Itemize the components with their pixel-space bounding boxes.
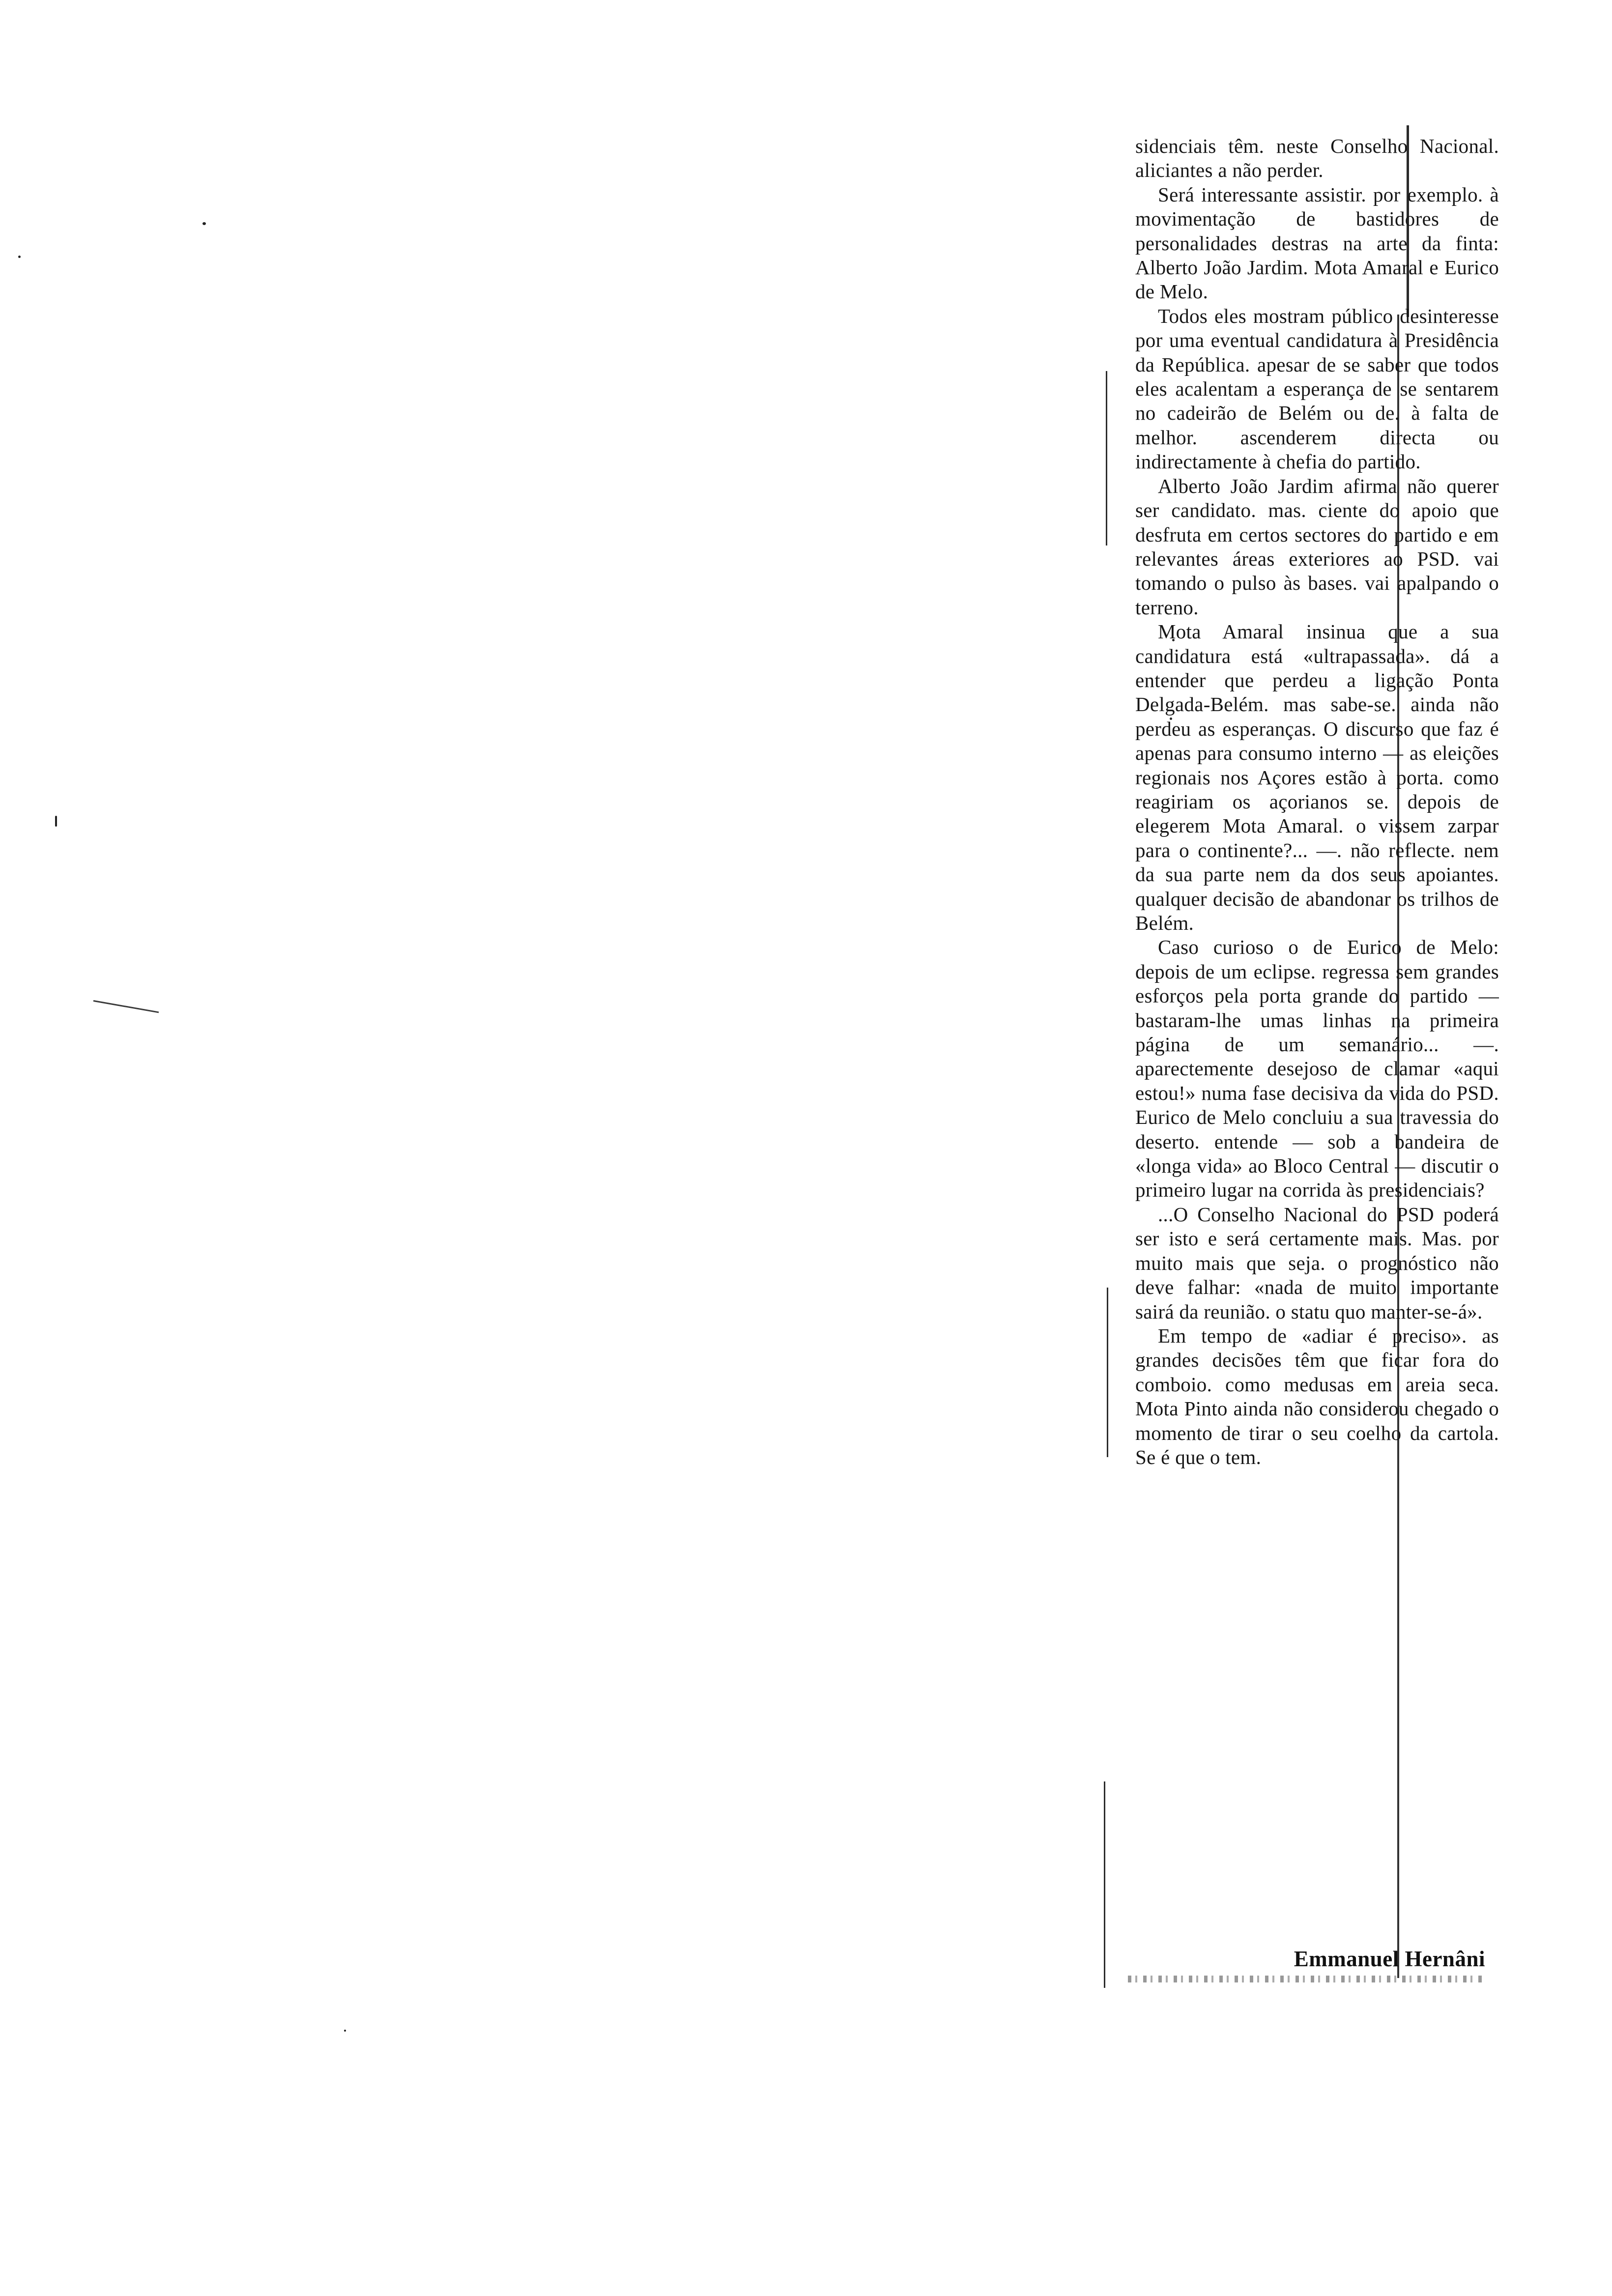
column-rule-left: [1104, 1781, 1105, 1988]
scan-speck: [18, 256, 21, 258]
column-rule-left: [1107, 1288, 1108, 1457]
article-paragraph: Será interessante assistir. por exemplo. à movimentação de bastidores de personalidades destras na arte da finta: Alberto João Jardim. Mota Amaral e Eurico de Melo.: [1135, 183, 1499, 303]
scan-speck: [344, 2030, 346, 2032]
article-paragraph: Em tempo de «adiar é preciso». as grandes decisões têm que ficar fora do comboio. como medusas em areia seca. Mota Pinto ainda não considerou chegado o momento de tirar o seu coelho da cartola. Se é que o tem.: [1135, 1324, 1499, 1468]
article-paragraph: Todos eles mostram público desinteresse por uma eventual candidatura à Presidência da República. apesar de se saber que todos eles acalentam a esperança de se sentarem no cadeirão de Belém ou de. à falta de melhor. ascenderem directa ou indirectamente à chefia do partido.: [1135, 304, 1499, 473]
scan-speck: [55, 816, 57, 827]
article-paragraph: Alberto João Jardim afirma não querer ser candidato. mas. ciente do apoio que desfruta em certos sectores do partido e em relevantes áreas exteriores ao PSD. vai tomando o pulso às bases. vai apalpando o terreno.: [1135, 474, 1499, 619]
article-paragraph: Mota Amaral insinua que a sua candidatura está «ultrapassada». dá a entender que perdeu a ligação Ponta Delgada-Belém. mas sabe-se. ainda não perdeu as esperanças. O discurso que faz é apenas para consumo interno — as eleições regionais nos Açores estão à porta. como reagiriam os açorianos se. depois de elegerem Mota Amaral. o vissem zarpar para o continente?... —. não reflecte. nem da sua parte nem da dos seus apoiantes. qualquer decisão de abandonar os trilhos de Belém.: [1135, 620, 1499, 934]
scan-stroke: [93, 1000, 159, 1013]
article-body: [1135, 134, 1499, 1469]
article-paragraph: sidenciais têm. neste Conselho Nacional. aliciantes a não perder.: [1135, 135, 1499, 182]
newspaper-clipping: [1135, 125, 1524, 1983]
scan-speck: [202, 222, 206, 225]
article-paragraph: ...O Conselho Nacional do PSD poderá ser isto e será certamente mais. Mas. por muito mais que seja. o prognóstico não deve falhar: «nada de muito importante sairá da reunião. o statu quo manter-se-á».: [1135, 1203, 1499, 1323]
author-signature: Emmanuel Hernâni: [1294, 1947, 1485, 1971]
column-rule-left: [1106, 371, 1107, 545]
article-paragraph: Caso curioso o de Eurico de Melo: depois de um eclipse. regressa sem grandes esforços pela porta grande do partido — bastaram-lhe umas linhas na primeira página de um semanário... —. aparectemente desejoso de clamar «aqui estou!» numa fase decisiva da vida do PSD. Eurico de Melo concluiu a sua travessia do deserto. entende — sob a bandeira de «longa vida» ao Bloco Central — discutir o primeiro lugar na corrida às presidenciais?: [1135, 936, 1499, 1202]
